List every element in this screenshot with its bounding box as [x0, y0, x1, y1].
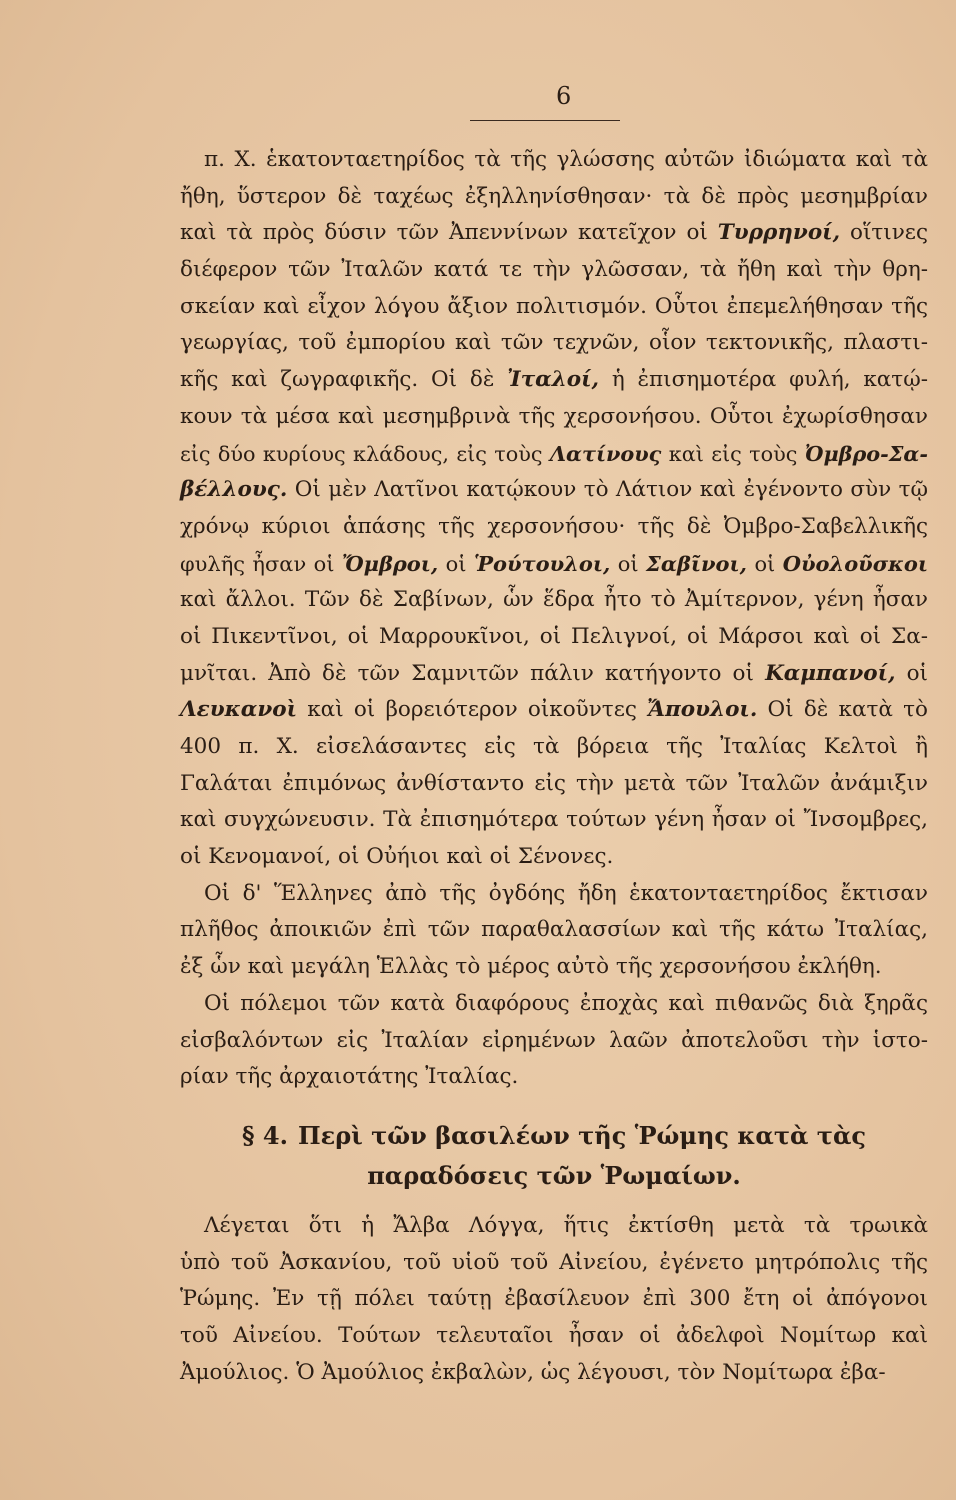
spacer	[180, 1096, 928, 1116]
emphasized-term: Ὄμβροι,	[341, 550, 439, 576]
emphasized-term: Καμπανοί,	[765, 660, 896, 686]
text-run: ἡ ἐπισημοτέρα φυλή, κατῴ-	[599, 367, 928, 393]
emphasized-term: Οὐολοῦσκοι	[782, 550, 928, 576]
text-line	[180, 949, 928, 986]
text-run: κῆς καὶ ζωγραφικῆς. Οἱ δὲ	[180, 367, 508, 393]
text-run: Ῥώμης. Ἐν τῇ πόλει ταύτῃ ἐβασίλευον ἐπὶ 300 ἔτη οἱ ἀπόγονοι	[180, 1286, 928, 1312]
text-run: εἰσβαλόντων εἰς Ἰταλίαν εἰρημένων λαῶν ἀποτελοῦσι τὴν ἱστο-	[180, 1027, 928, 1053]
text-run: καὶ οἱ βορειότερον οἰκοῦντες	[297, 697, 648, 723]
emphasized-term: Ῥούτουλοι,	[473, 550, 611, 576]
emphasized-term: Λατίνους	[549, 440, 662, 466]
text-line	[180, 619, 928, 656]
text-run: φυλῆς ἦσαν οἱ	[180, 551, 342, 576]
text-line	[180, 1023, 928, 1060]
text-line	[180, 839, 928, 876]
text-line	[180, 1208, 928, 1245]
text-line	[180, 325, 928, 362]
text-run: οἱ	[610, 551, 647, 576]
text-line	[180, 729, 928, 766]
text-line	[180, 1281, 928, 1318]
text-run: ἤθη, ὕστερον δὲ ταχέως ἐξηλληνίσθησαν· τὰ δὲ πρὸς μεσημβρίαν	[180, 183, 928, 209]
text-run: οἱ Πικεντῖνοι, οἱ Μαρρουκῖνοι, οἱ Πελιγνοί, οἱ Μάρσοι καὶ οἱ Σα-	[180, 623, 928, 649]
text-line	[180, 986, 928, 1023]
page-number: 6	[556, 82, 572, 110]
text-run: Οἱ πόλεμοι τῶν κατὰ διαφόρους ἐποχὰς καὶ πιθανῶς διὰ ξηρᾶς	[204, 990, 928, 1016]
text-run: οἵτινες	[840, 220, 928, 246]
text-run: κουν τὰ μέσα καὶ μεσημβρινὰ τῆς χερσονήσου. Οὗτοι ἐχωρίσθησαν	[180, 403, 928, 429]
text-run: π. Χ. ἑκατονταετηρίδος τὰ τῆς γλώσσης αὐτῶν ἰδιώματα καὶ τὰ	[204, 147, 928, 172]
header-rule	[470, 120, 620, 121]
text-run: Λέγεται ὅτι ἡ Ἄλβα Λόγγα, ἥτις ἐκτίσθη μετὰ τὰ τρωικὰ	[204, 1212, 928, 1238]
text-run: Ἀμούλιος. Ὁ Ἀμούλιος ἐκβαλὼν, ὡς λέγουσι, τὸν Νομίτωρα ἐβα-	[180, 1359, 886, 1385]
text-run: εἰς δύο κυρίους κλάδους, εἰς τοὺς	[180, 441, 550, 466]
text-line	[180, 1318, 928, 1355]
text-line	[180, 656, 928, 693]
text-line	[180, 582, 928, 619]
text-line	[180, 252, 928, 289]
text-run: καὶ εἰς τοὺς	[661, 441, 805, 466]
emphasized-term: Τυρρηνοί,	[717, 220, 841, 246]
section-title-line-2: παραδόσεις τῶν Ῥωμαίων.	[367, 1160, 741, 1190]
text-run: καὶ τὰ πρὸς δύσιν τῶν Ἀπεννίνων κατεῖχον οἱ	[180, 220, 718, 246]
text-run: Οἱ δὲ κατὰ τὸ	[757, 697, 928, 723]
text-line	[180, 766, 928, 803]
paragraph-tribes	[180, 142, 928, 876]
emphasized-term: Ἄπουλοι.	[647, 697, 758, 723]
text-run: τοῦ Αἰνείου. Τούτων τελευταῖοι ἦσαν οἱ ἀδελφοὶ Νομίτωρ καὶ	[180, 1322, 928, 1348]
text-line	[180, 692, 928, 729]
text-run: 400 π. Χ. εἰσελάσαντες εἰς τὰ βόρεια τῆς Ἰταλίας Κελτοὶ ἢ	[180, 734, 928, 759]
text-line	[180, 1059, 928, 1096]
page-body	[180, 142, 928, 1391]
text-line	[180, 876, 928, 913]
text-line	[180, 1245, 928, 1282]
text-run: ρίαν τῆς ἀρχαιοτάτης Ἰταλίας.	[180, 1064, 519, 1090]
text-run: γεωργίας, τοῦ ἐμπορίου καὶ τῶν τεχνῶν, οἷον τεκτονικῆς, πλαστι-	[180, 330, 928, 356]
text-run: οἱ	[438, 551, 474, 576]
text-run: μνῖται. Ἀπὸ δὲ τῶν Σαμνιτῶν πάλιν κατήγοντο οἱ	[180, 660, 766, 686]
text-run: καὶ ἄλλοι. Τῶν δὲ Σαβίνων, ὧν ἕδρα ἦτο τὸ Ἀμίτερνον, γένη ἦσαν	[180, 587, 928, 613]
text-line	[180, 436, 928, 473]
paragraph-alba-longa	[180, 1208, 928, 1391]
spacer	[180, 1196, 928, 1208]
text-run: καὶ συγχώνευσιν. Τὰ ἐπισημότερα τούτων γένη ἦσαν οἱ Ἴνσομβρες,	[180, 807, 928, 833]
text-line	[180, 362, 928, 399]
section-number: § 4.	[241, 1120, 288, 1150]
text-line	[180, 546, 928, 583]
text-line	[180, 179, 928, 216]
emphasized-term: Σαβῖνοι,	[646, 550, 747, 576]
text-run: σκείαν καὶ εἶχον λόγου ἄξιον πολιτισμόν. Οὗτοι ἐπεμελήθησαν τῆς	[180, 293, 928, 319]
text-run: ὑπὸ τοῦ Ἀσκανίου, τοῦ υἱοῦ τοῦ Αἰνείου, ἐγένετο μητρόπολις τῆς	[180, 1249, 928, 1275]
emphasized-term: Ὀμβρο-Σα-	[804, 440, 929, 466]
text-line	[180, 509, 928, 546]
text-run: ἐξ ὧν καὶ μεγάλη Ἑλλὰς τὸ μέρος αὐτὸ τῆς χερσονήσου ἐκλήθη.	[180, 954, 882, 980]
text-run: οἱ	[746, 551, 783, 576]
text-run: οἱ	[895, 660, 928, 686]
paragraph-wars	[180, 986, 928, 1096]
emphasized-term: Λευκανοὶ	[180, 697, 297, 723]
text-run: Γαλάται ἐπιμόνως ἀνθίσταντο εἰς τὴν μετὰ τῶν Ἰταλῶν ἀνάμιξιν	[180, 770, 928, 796]
text-line	[180, 142, 928, 179]
text-line	[180, 802, 928, 839]
paragraph-greeks	[180, 876, 928, 986]
text-line	[180, 472, 928, 509]
text-line	[180, 912, 928, 949]
text-line	[180, 399, 928, 436]
emphasized-term: βέλλους.	[180, 477, 288, 503]
text-run: διέφερον τῶν Ἰταλῶν κατά τε τὴν γλῶσσαν, τὰ ἤθη καὶ τὴν θρη-	[180, 257, 928, 283]
section-title-line-1: Περὶ τῶν βασιλέων τῆς Ῥώμης κατὰ τὰς	[297, 1120, 867, 1150]
text-line	[180, 289, 928, 326]
text-line	[180, 1355, 928, 1392]
section-heading	[180, 1116, 928, 1156]
text-line	[180, 215, 928, 252]
text-run: χρόνῳ κύριοι ἁπάσης τῆς χερσονήσου· τῆς δὲ Ὀμβρο-Σαβελλικῆς	[180, 513, 928, 539]
text-run: Οἱ δ' Ἕλληνες ἀπὸ τῆς ὀγδόης ἤδη ἑκατονταετηρίδος ἔκτισαν	[204, 880, 928, 906]
text-run: πλῆθος ἀποικιῶν ἐπὶ τῶν παραθαλασσίων καὶ τῆς κάτω Ἰταλίας,	[180, 917, 928, 943]
text-run: Οἱ μὲν Λατῖνοι κατῴκουν τὸ Λάτιον καὶ ἐγένοντο σὺν τῷ	[287, 477, 928, 503]
text-run: οἱ Κενομανοί, οἱ Οὐήιοι καὶ οἱ Σένονες.	[180, 844, 614, 870]
emphasized-term: Ἰταλοί,	[507, 367, 600, 393]
